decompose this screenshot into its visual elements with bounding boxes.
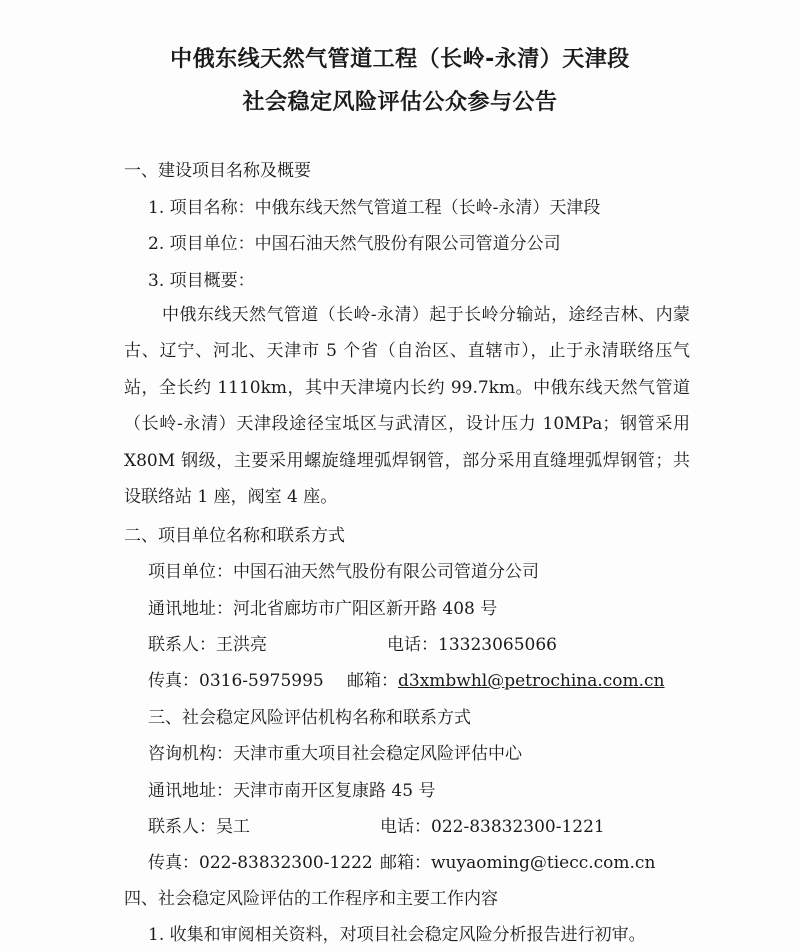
- unit-email-link[interactable]: d3xmbwhl@petrochina.com.cn: [398, 671, 665, 691]
- unit-phone: 电话：13323065066: [387, 635, 557, 655]
- unit-name: 项目单位：中国石油天然气股份有限公司管道分公司: [148, 562, 539, 582]
- agency-phone: 电话：022-83832300-1221: [380, 817, 605, 837]
- document-title-line2: 社会稳定风险评估公众参与公告: [242, 90, 558, 115]
- unit-email-row: [347, 670, 665, 692]
- section3-heading: 三、社会稳定风险评估机构名称和联系方式: [148, 708, 471, 728]
- unit-email-label: 邮箱：: [347, 671, 398, 691]
- agency-address: 通讯地址：天津市南开区复康路 45 号: [148, 781, 436, 801]
- section1-heading: 一、建设项目名称及概要: [124, 161, 311, 181]
- project-overview-label: 3. 项目概要：: [148, 271, 255, 291]
- section2-heading: 二、项目单位名称和联系方式: [124, 526, 345, 546]
- project-unit-item: 2. 项目单位：中国石油天然气股份有限公司管道分公司: [148, 234, 561, 254]
- project-overview-paragraph: 中俄东线天然气管道（长岭-永清）起于长岭分输站，途经吉林、内蒙古、辽宁、河北、天津市 5 个省（自治区、直辖市），止于永清联络压气站，全长约 1110km，其中天津境内长约 99.7km。中俄东线天然气管道（长岭-永清）天津段途径宝坻区与武清区，设计压力 10MPa；钢管采用 X80M 钢级，主要采用螺旋缝埋弧焊钢管，部分采用直缝埋弧焊钢管；共设联络站 1 座，阀室 4 座。: [124, 305, 690, 508]
- agency-fax: 传真：022-83832300-1222: [148, 853, 373, 873]
- workflow-item1: 1. 收集和审阅相关资料，对项目社会稳定风险分析报告进行初审。: [148, 925, 646, 945]
- section4-heading: 四、社会稳定风险评估的工作程序和主要工作内容: [124, 889, 498, 909]
- agency-name: 咨询机构：天津市重大项目社会稳定风险评估中心: [148, 744, 522, 764]
- agency-contact-person: 联系人：吴工: [148, 817, 250, 837]
- project-name-item: 1. 项目名称：中俄东线天然气管道工程（长岭-永清）天津段: [148, 198, 601, 218]
- unit-fax: 传真：0316-5975995: [148, 671, 324, 691]
- unit-contact-person: 联系人：王洪亮: [148, 635, 267, 655]
- unit-address: 通讯地址：河北省廊坊市广阳区新开路 408 号: [148, 599, 498, 619]
- agency-email: 邮箱：wuyaoming@tiecc.com.cn: [380, 853, 656, 873]
- document-title-line1: 中俄东线天然气管道工程（长岭-永清）天津段: [170, 47, 630, 72]
